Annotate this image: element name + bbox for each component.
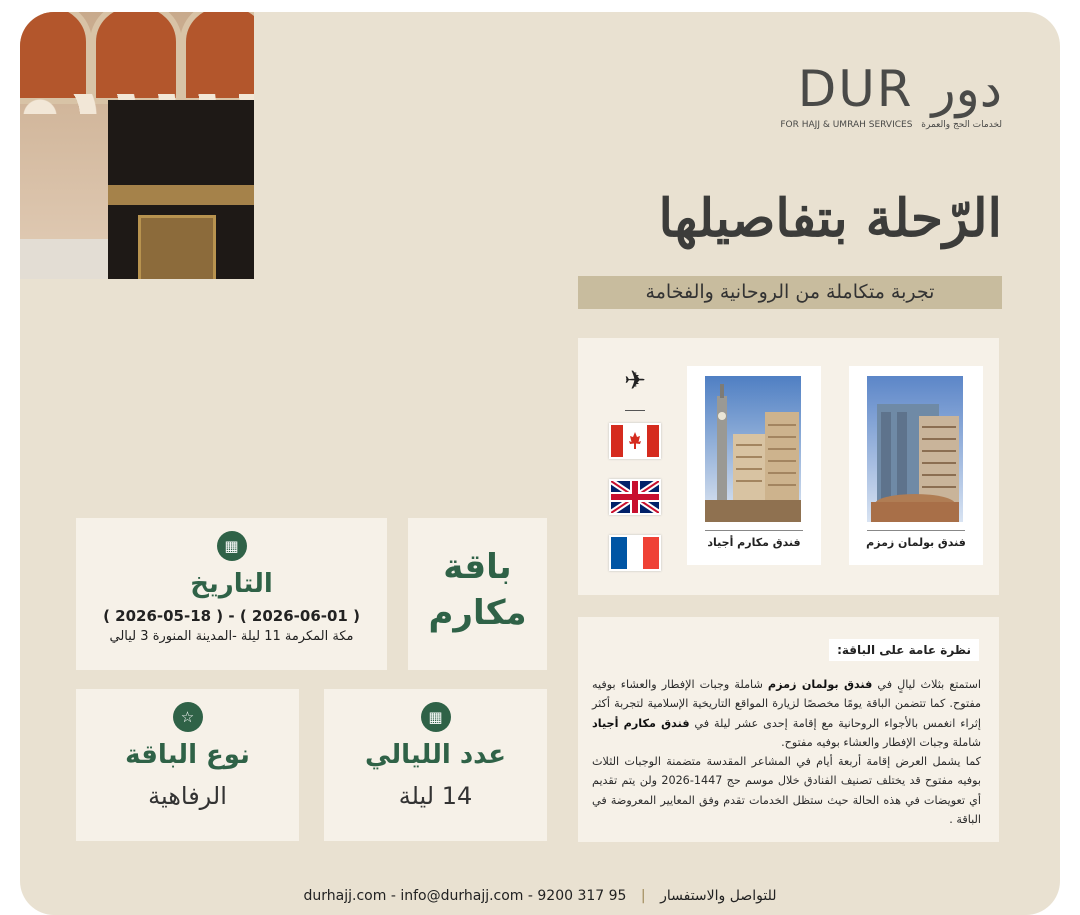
hotel-tower-photo [867,376,963,522]
subheadline: تجربة متكاملة من الروحانية والفخامة [578,276,1002,309]
overview-hotel-name: فندق بولمان زمزم [767,678,873,691]
canada-flag-icon [609,423,661,459]
hotel-divider [705,530,803,531]
uk-flag-icon [609,479,661,515]
nights-card [324,689,547,841]
kaaba-band [108,185,254,205]
arch-decoration [90,12,182,104]
package-type-card [76,689,299,841]
package-name-line1: باقة [443,547,512,587]
tagline-en: FOR HAJJ & UMRAH SERVICES [780,120,913,130]
poster [20,12,1060,915]
tagline-ar: لخدمات الحج والعمرة [921,120,1002,130]
contact-label: للتواصل والاستفسار [660,888,777,904]
package-name-line2: مكارم [428,593,527,633]
travel-icons [608,366,662,591]
type-heading: نوع الباقة [125,740,250,770]
overview-text-part: كما يشمل العرض إقامة أربعة أيام في المشاعر المقدسة متضمنة الوجبات الثلاث بوفيه مفتوح قد يختلف تصنيف الفنادق خلال موسم حج 1447-2026 ولن يتم تقديم أي تعويضات في هذه الحالة حيث ستظل الخدمات تقدم وفق المعايير المعروضة في الباقة . [592,755,981,827]
date-details: مكة المكرمة 11 ليلة -المدينة المنورة 3 ليالي [109,629,354,644]
hotel-card-pullman [849,366,983,565]
hotel-card-makarem [687,366,821,565]
airplane-icon: ✈ [624,366,646,396]
calendar-icon: ▦ [421,702,451,732]
headline: الرّحلة بتفاصيلها [658,188,1002,249]
overview-text [592,675,981,829]
overview-title: نظرة عامة على الباقة: [829,639,979,661]
contact-footer [20,888,1060,904]
nights-heading: عدد الليالي [365,740,506,770]
france-flag-icon [609,535,661,571]
overview-hotel-name: فندق مكارم أجياد [592,716,690,730]
overview-text-part: شاملة وجبات الإفطار والعشاء بوفيه مفتوح. [781,735,981,749]
brand-logo [774,60,1002,130]
arch-decoration [20,12,92,104]
package-overview [578,617,999,842]
contact-info[interactable]: durhajj.com - info@durhajj.com - 9200 317 95 [303,888,627,904]
icon-divider [625,410,645,411]
hotel-name: فندق مكارم أجياد [707,536,801,549]
arch-decoration [180,12,254,104]
footer-separator: | [640,888,646,904]
logo-text: DUR دور [797,60,1002,118]
hotels-panel [578,338,999,595]
hotel-divider [867,530,965,531]
kaaba-door [138,215,216,279]
kaaba-photo [20,12,254,279]
package-name [408,544,547,636]
hotel-name: فندق بولمان زمزم [866,536,966,549]
calendar-icon: ▦ [217,531,247,561]
overview-text-part: شاملة وجبات الإفطار والعشاء بوفيه مفتوح. كما تتضمن الباقة يومًا مخصصًا لزيارة المواقع التاريخية الإسلامية لتجربة أكثر إثراء انغمس بالأجواء الروحانية مع إقامة إحدى عشر ليلة في [592,678,981,730]
star-icon: ☆ [173,702,203,732]
date-card [76,518,387,670]
date-heading: التاريخ [190,569,273,599]
hotel-clocktower-photo [705,376,801,522]
package-name-card [408,518,547,670]
date-range: ( 2026-05-18 ) - ( 2026-06-01 ) [103,607,360,625]
type-value: الرفاهية [148,782,227,810]
overview-text-part: استمتع بثلاث ليالٍ في [872,678,981,691]
nights-value: 14 ليلة [398,782,473,810]
logo-tagline [774,120,1002,130]
